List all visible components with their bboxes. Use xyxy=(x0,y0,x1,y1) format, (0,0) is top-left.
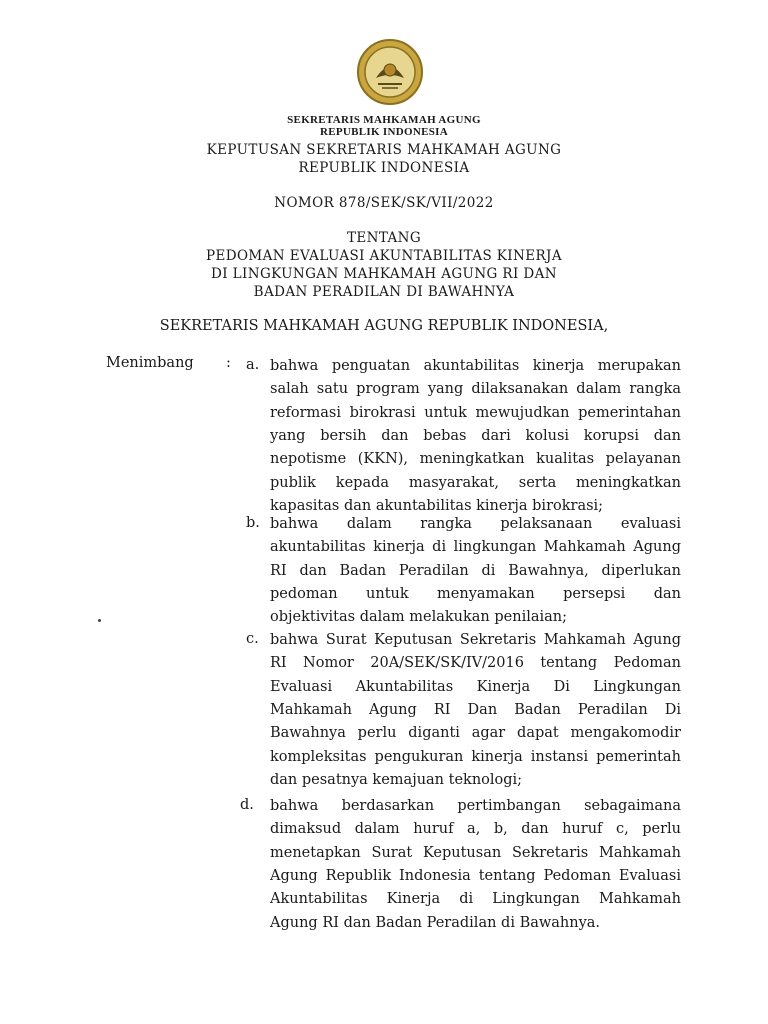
item-text-line: Mahkamah Agung RI Dan Badan Peradilan Di xyxy=(270,701,681,718)
item-text-line: akuntabilitas kinerja di lingkungan Mahkamah Agung xyxy=(270,539,681,556)
item-text-line: kompleksitas pengukuran kinerja instansi pemerintah xyxy=(270,748,681,765)
item-letter: b. xyxy=(246,515,260,531)
item-text-line: bahwa berdasarkan pertimbangan sebagaimana xyxy=(270,798,681,814)
item-text-line: publik kepada masyarakat, serta meningkatkan xyxy=(270,474,681,491)
item-letter: a. xyxy=(246,357,260,373)
item-text-line: bahwa dalam rangka pelaksanaan evaluasi xyxy=(270,516,681,532)
mahkamah-agung-emblem xyxy=(356,38,424,106)
menimbang-colon: : xyxy=(226,355,231,371)
item-text-line: bahwa Surat Keputusan Sekretaris Mahkamah Agung xyxy=(270,632,681,648)
item-text-line: Agung Republik Indonesia tentang Pedoman Evaluasi xyxy=(270,867,681,884)
item-text-line: dan pesatnya kemajuan teknologi; xyxy=(270,771,523,788)
item-text-line: dimaksud dalam huruf a, b, dan huruf c, perlu xyxy=(270,821,681,838)
item-text-line: objektivitas dalam melakukan penilaian; xyxy=(270,609,568,626)
item-text-line: bahwa penguatan akuntabilitas kinerja merupakan xyxy=(270,358,681,374)
item-text-line: pedoman untuk menyamakan persepsi dan xyxy=(270,585,681,602)
item-text-line: reformasi birokrasi untuk mewujudkan pemerintahan xyxy=(270,404,681,421)
item-text-line: Evaluasi Akuntabilitas Kinerja Di Lingkungan xyxy=(270,678,681,695)
scan-speck xyxy=(98,619,101,622)
item-text-line: RI Nomor 20A/SEK/SK/IV/2016 tentang Pedoman xyxy=(270,655,681,672)
item-text-line: salah satu program yang dilaksanakan dalam rangka xyxy=(270,381,681,398)
item-text-line: yang bersih dan bebas dari kolusi korupsi dan xyxy=(270,427,681,444)
item-letter: c. xyxy=(246,631,259,647)
item-text-line: RI dan Badan Peradilan di Bawahnya, diperlukan xyxy=(270,562,681,579)
decree-number: NOMOR 878/SEK/SK/VII/2022 xyxy=(274,195,494,211)
issuer-line: SEKRETARIS MAHKAMAH AGUNG REPUBLIK INDONESIA, xyxy=(159,318,609,334)
decree-title-line2: REPUBLIK INDONESIA xyxy=(298,160,470,176)
item-text-line: Bawahnya perlu diganti agar dapat mengakomodir xyxy=(270,725,681,742)
org-name-line1: SEKRETARIS MAHKAMAH AGUNG xyxy=(287,114,481,126)
item-letter: d. xyxy=(240,797,254,813)
subject-line1: PEDOMAN EVALUASI AKUNTABILITAS KINERJA xyxy=(205,248,563,264)
item-text-line: kapasitas dan akuntabilitas kinerja birokrasi; xyxy=(270,497,604,514)
decree-title-line1: KEPUTUSAN SEKRETARIS MAHKAMAH AGUNG xyxy=(206,142,562,158)
subject-line2: DI LINGKUNGAN MAHKAMAH AGUNG RI DAN xyxy=(210,266,557,282)
item-text-line: Akuntabilitas Kinerja di Lingkungan Mahkamah xyxy=(270,891,681,908)
tentang-label: TENTANG xyxy=(346,230,422,246)
org-name-line2: REPUBLIK INDONESIA xyxy=(320,126,448,138)
item-text-line: Agung RI dan Badan Peradilan di Bawahnya. xyxy=(270,914,601,931)
item-text-line: menetapkan Surat Keputusan Sekretaris Mahkamah xyxy=(270,844,681,861)
subject-line3: BADAN PERADILAN DI BAWAHNYA xyxy=(253,284,515,300)
item-text-line: nepotisme (KKN), meningkatkan kualitas pelayanan xyxy=(270,451,681,468)
menimbang-label: Menimbang xyxy=(106,355,194,371)
